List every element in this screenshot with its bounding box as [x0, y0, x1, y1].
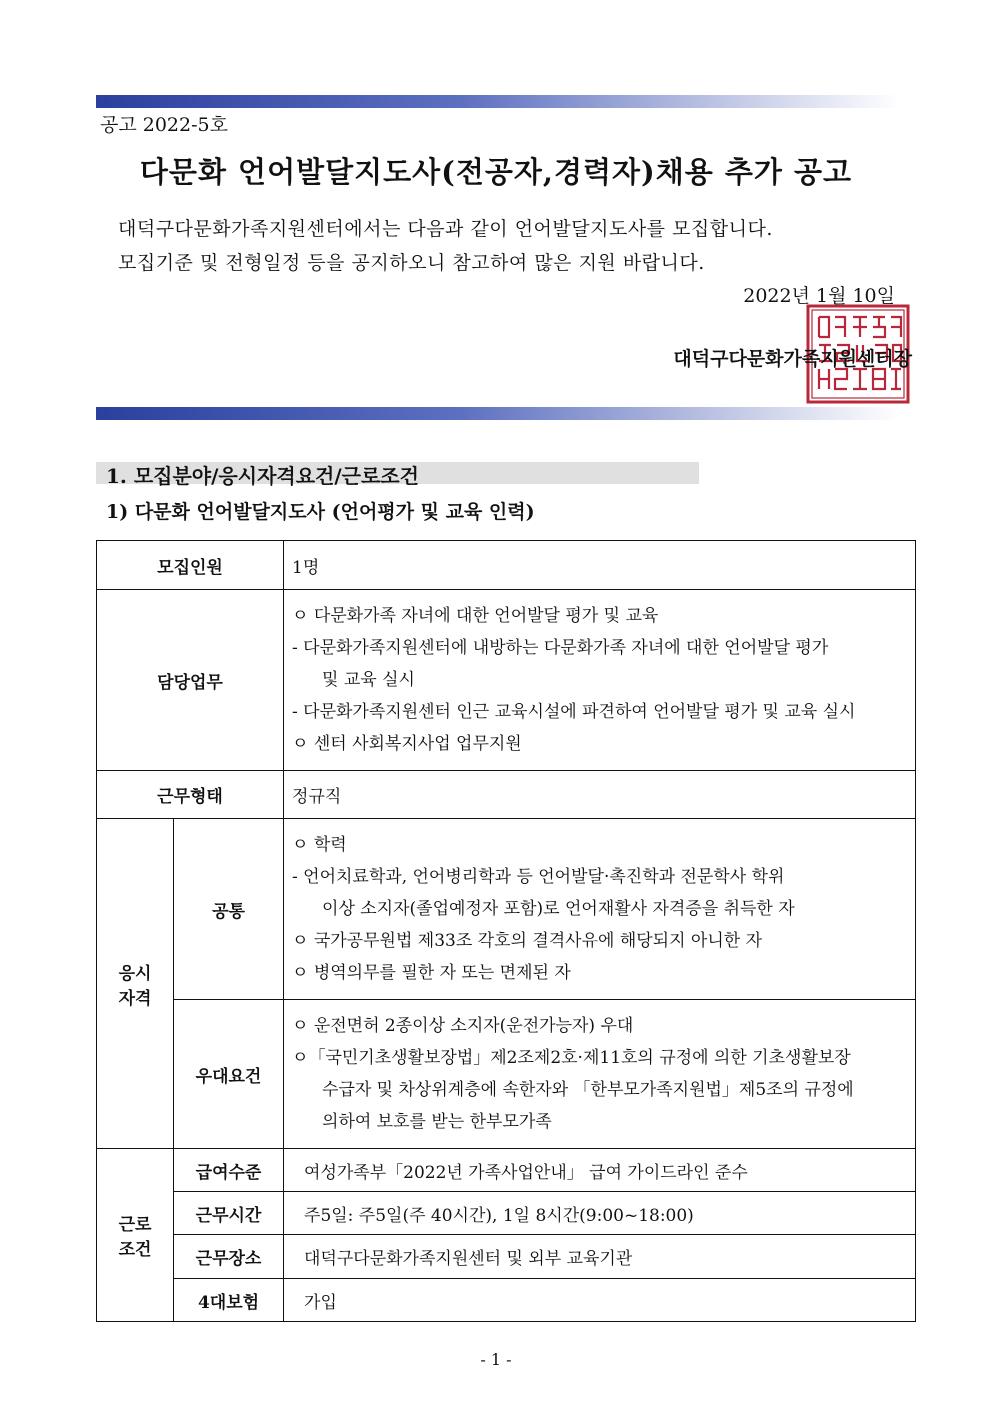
page-number: - 1 -	[480, 1350, 512, 1369]
qualification-label	[97, 819, 174, 1149]
qualification-label-line: 응시	[118, 963, 152, 984]
intro-line-2: 모집기준 및 전형일정 등을 공지하오니 참고하여 많은 지원 바랍니다.	[118, 252, 705, 274]
preference-line: ㅇ 운전면허 2종이상 소지자(운전가능자) 우대	[292, 1016, 634, 1036]
table-row	[97, 1192, 916, 1235]
table-row	[97, 590, 916, 771]
work-conditions-label-line: 근로	[118, 1215, 152, 1235]
table-row	[97, 1279, 916, 1322]
insurance-label: 4대보험	[174, 1279, 284, 1322]
duty-line: - 다문화가족지원센터 인근 교육시설에 파견하여 언어발달 평가 및 교육 실시	[292, 702, 856, 722]
preference-line: ㅇ「국민기초생활보장법」제2조제2호·제11호의 규정에 의한 기초생활보장	[292, 1048, 851, 1068]
qualification-label-line: 자격	[118, 988, 152, 1009]
insurance-value: 가입	[284, 1279, 916, 1322]
workplace-label: 근무장소	[174, 1235, 284, 1279]
work-conditions-label	[97, 1149, 174, 1322]
table-row	[97, 1000, 916, 1149]
table-row	[97, 771, 916, 819]
common-qualification-label: 공통	[174, 819, 284, 1000]
duty-label: 담당업무	[97, 590, 284, 771]
recruit-count-value: 1명	[284, 541, 916, 590]
common-qualification-content	[284, 819, 916, 1000]
header-gradient-bar	[96, 95, 900, 108]
recruitment-table	[96, 540, 916, 1322]
duty-line: 및 교육 실시	[322, 670, 415, 690]
salary-label: 급여수준	[174, 1149, 284, 1192]
common-line: 이상 소지자(졸업예정자 포함)로 언어재활사 자격증을 취득한 자	[322, 899, 795, 919]
work-hours-value: 주5일: 주5일(주 40시간), 1일 8시간(9:00~18:00)	[284, 1192, 916, 1235]
duty-line: - 다문화가족지원센터에 내방하는 다문화가족 자녀에 대한 언어발달 평가	[292, 638, 829, 658]
workplace-value: 대덕구다문화가족지원센터 및 외부 교육기관	[284, 1235, 916, 1279]
preference-label: 우대요건	[174, 1000, 284, 1149]
recruit-count-label: 모집인원	[97, 541, 284, 590]
table-row	[97, 1149, 916, 1192]
table-row	[97, 819, 916, 1000]
common-line: - 언어치료학과, 언어병리학과 등 언어발달·촉진학과 전문학사 학위	[292, 867, 785, 887]
common-line: ㅇ 학력	[292, 835, 347, 855]
preference-line: 수급자 및 차상위계층에 속한자와 「한부모가족지원법」제5조의 규정에	[322, 1080, 854, 1100]
preference-line: 의하여 보호를 받는 한부모가족	[322, 1112, 552, 1132]
duty-line: ㅇ 센터 사회복지사업 업무지원	[292, 734, 522, 754]
work-type-value: 정규직	[284, 771, 916, 819]
notice-date: 2022년 1월 10일	[743, 285, 895, 307]
footer-gradient-bar	[96, 407, 900, 420]
duty-line: ㅇ 다문화가족 자녀에 대한 언어발달 평가 및 교육	[292, 606, 659, 626]
intro-line-1: 대덕구다문화가족지원센터에서는 다음과 같이 언어발달지도사를 모집합니다.	[118, 218, 773, 240]
organization-signature: 대덕구다문화가족지원센터장	[673, 348, 912, 370]
work-type-label: 근무형태	[97, 771, 284, 819]
duty-content	[284, 590, 916, 771]
subsection-title: 1) 다문화 언어발달지도사 (언어평가 및 교육 인력)	[106, 501, 535, 523]
page-title: 다문화 언어발달지도사(전공자,경력자)채용 추가 공고	[139, 155, 853, 189]
section-title: 1. 모집분야/응시자격요건/근로조건	[106, 464, 419, 488]
work-conditions-label-line: 조건	[118, 1240, 152, 1260]
salary-value: 여성가족부「2022년 가족사업안내」 급여 가이드라인 준수	[284, 1149, 916, 1192]
table-row	[97, 1235, 916, 1279]
common-line: ㅇ 국가공무원법 제33조 각호의 결격사유에 해당되지 아니한 자	[292, 931, 763, 951]
work-hours-label: 근무시간	[174, 1192, 284, 1235]
preference-content	[284, 1000, 916, 1149]
notice-number: 공고 2022-5호	[100, 114, 228, 136]
table-row	[97, 541, 916, 590]
common-line: ㅇ 병역의무를 필한 자 또는 면제된 자	[292, 963, 571, 983]
